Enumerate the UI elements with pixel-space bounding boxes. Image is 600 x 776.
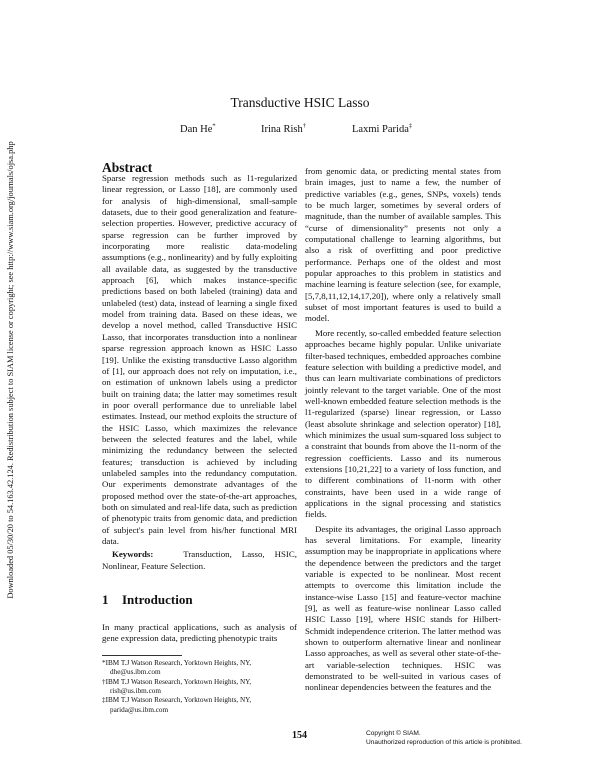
paragraph: from genomic data, or predicting mental states from brain images, just to name a few, the number of predictive variables (e.g., genes, SNPs, voxels) tends to be much larger, sometimes by several orders of magnitude, than the number of available samples. This “curse of dimensionality” presents not only a computational challenge to learning algorithms, but also a risk of overfitting and poor predictive performance. Perhaps one of the oldest and most popular approaches to this problem in statistics and machine learning is feature selection (see, for example, [5,7,8,11,12,14,17,20]), where only a relatively small subset of most important features is used to build a model.	[305, 166, 501, 324]
left-column	[102, 161, 297, 715]
download-notice: Downloaded 05/30/20 to 54.163.42.124. Redistribution subject to SIAM license or copyright; see http://www.siam.org/journals/ojsa.php	[6, 141, 15, 599]
footnote: *IBM T.J Watson Research, Yorktown Heights, NY, dhe@us.ibm.com	[102, 658, 252, 677]
copyright-notice: Copyright © SIAM. Unauthorized reproduction of this article is prohibited.	[366, 730, 522, 746]
keywords: Keywords: Transduction, Lasso, HSIC, Nonlinear, Feature Selection.	[102, 549, 297, 571]
intro-text: In many practical applications, such as analysis of gene expression data, predicting phenotypic traits	[102, 622, 297, 644]
section-heading: 1 Introduction	[102, 592, 193, 608]
footnote: ‡IBM T.J Watson Research, Yorktown Heights, NY, parida@us.ibm.com	[102, 696, 252, 714]
author: Laxmi Parida‡	[352, 122, 413, 135]
author: Irina Rish†	[261, 122, 306, 135]
abstract-heading: Abstract	[102, 160, 153, 175]
author-list	[0, 124, 600, 140]
footnote-rule	[102, 655, 182, 656]
footnote: †IBM T.J Watson Research, Yorktown Heights, NY, rish@us.ibm.com	[102, 677, 252, 695]
paper-title: Transductive HSIC Lasso	[230, 95, 370, 110]
abstract-text: Sparse regression methods such as l1-regularized linear regression, or Lasso [18], are commonly used for analysis of high-dimensional, small-sample datasets, due to their good generalization and feature-selection properties. However, predictive accuracy of sparse regression can be further improved by incorporating more realistic data-modeling assumptions (e.g., nonlinearity) and by fully exploiting all available data, as suggested by the transductive approach [6], which makes instance-specific predictions based on both labeled (training) data and unlabeled (test) data, instead of learning a single fixed model from training data. Based on these ideas, we develop a novel method, called Transductive HSIC Lasso, that incorporates transduction into a nonlinear sparse regression approach known as HSIC Lasso [19]. Unlike the existing transductive Lasso algorithm of [1], our approach does not rely on imputation, i.e., on estimation of unknown labels using a predictor built on training data; the latter may sometimes result in poor overall performance due to unreliable label estimates. Instead, our method exploits the structure of the HSIC Lasso, which maximizes the relevance between the selected features and the label, while minimizing the redundancy between the selected features; transduction is achieved by including unlabeled samples into the redundancy computation. Our experiments demonstrate advantages of the proposed method over the state-of-the-art approaches, both on simulated and real-life data, such as prediction of phenotypic traits from genomic data, and prediction of subject's pain level from his/her functional MRI data.	[102, 173, 297, 546]
paragraph: More recently, so-called embedded feature selection approaches became highly popular. Unlike univariate filter-based techniques, embedded approaches combine feature selection with building a predictive model, and thus can learn multivariate combinations of predictors jointly relevant to the target variable. One of the most well-known embedded feature selection methods is the l1-regularized (sparse) linear regression, or Lasso (least absolute shrinkage and selection operator) [18], which minimizes the usual sum-squared loss subject to a constraint that bounds from above the l1-norm of the regression coefficients. Lasso and its numerous extensions [10,21,22] to a variety of loss function, and to different combinations of l1-norm with other constraints, have been used in a wide range of applications in the signal processing and statistics fields.	[305, 327, 501, 520]
right-column	[305, 166, 501, 694]
paragraph: Despite its advantages, the original Lasso approach has several limitations. For example, linearity assumption may be inappropriate in applications where the dependence between the predictors and the target variable is expected to be nonlinear. Most recent attempts to overcome this limitation include the instance-wise Lasso [15] and feature-vector machine [9], as well as feature-wise nonlinear Lasso called HSIC Lasso [19], where HSIC stands for Hilbert-Schmidt independence criterion. The latter method was shown to outperform alternative linear and nonlinear Lasso approaches, as well as several other state-of-the-art variable-selection techniques. HSIC was demonstrated to be well-suited in various cases of nonlinear dependencies between the features and the	[305, 523, 501, 693]
author: Dan He*	[180, 122, 216, 135]
page-number: 154	[292, 730, 307, 741]
